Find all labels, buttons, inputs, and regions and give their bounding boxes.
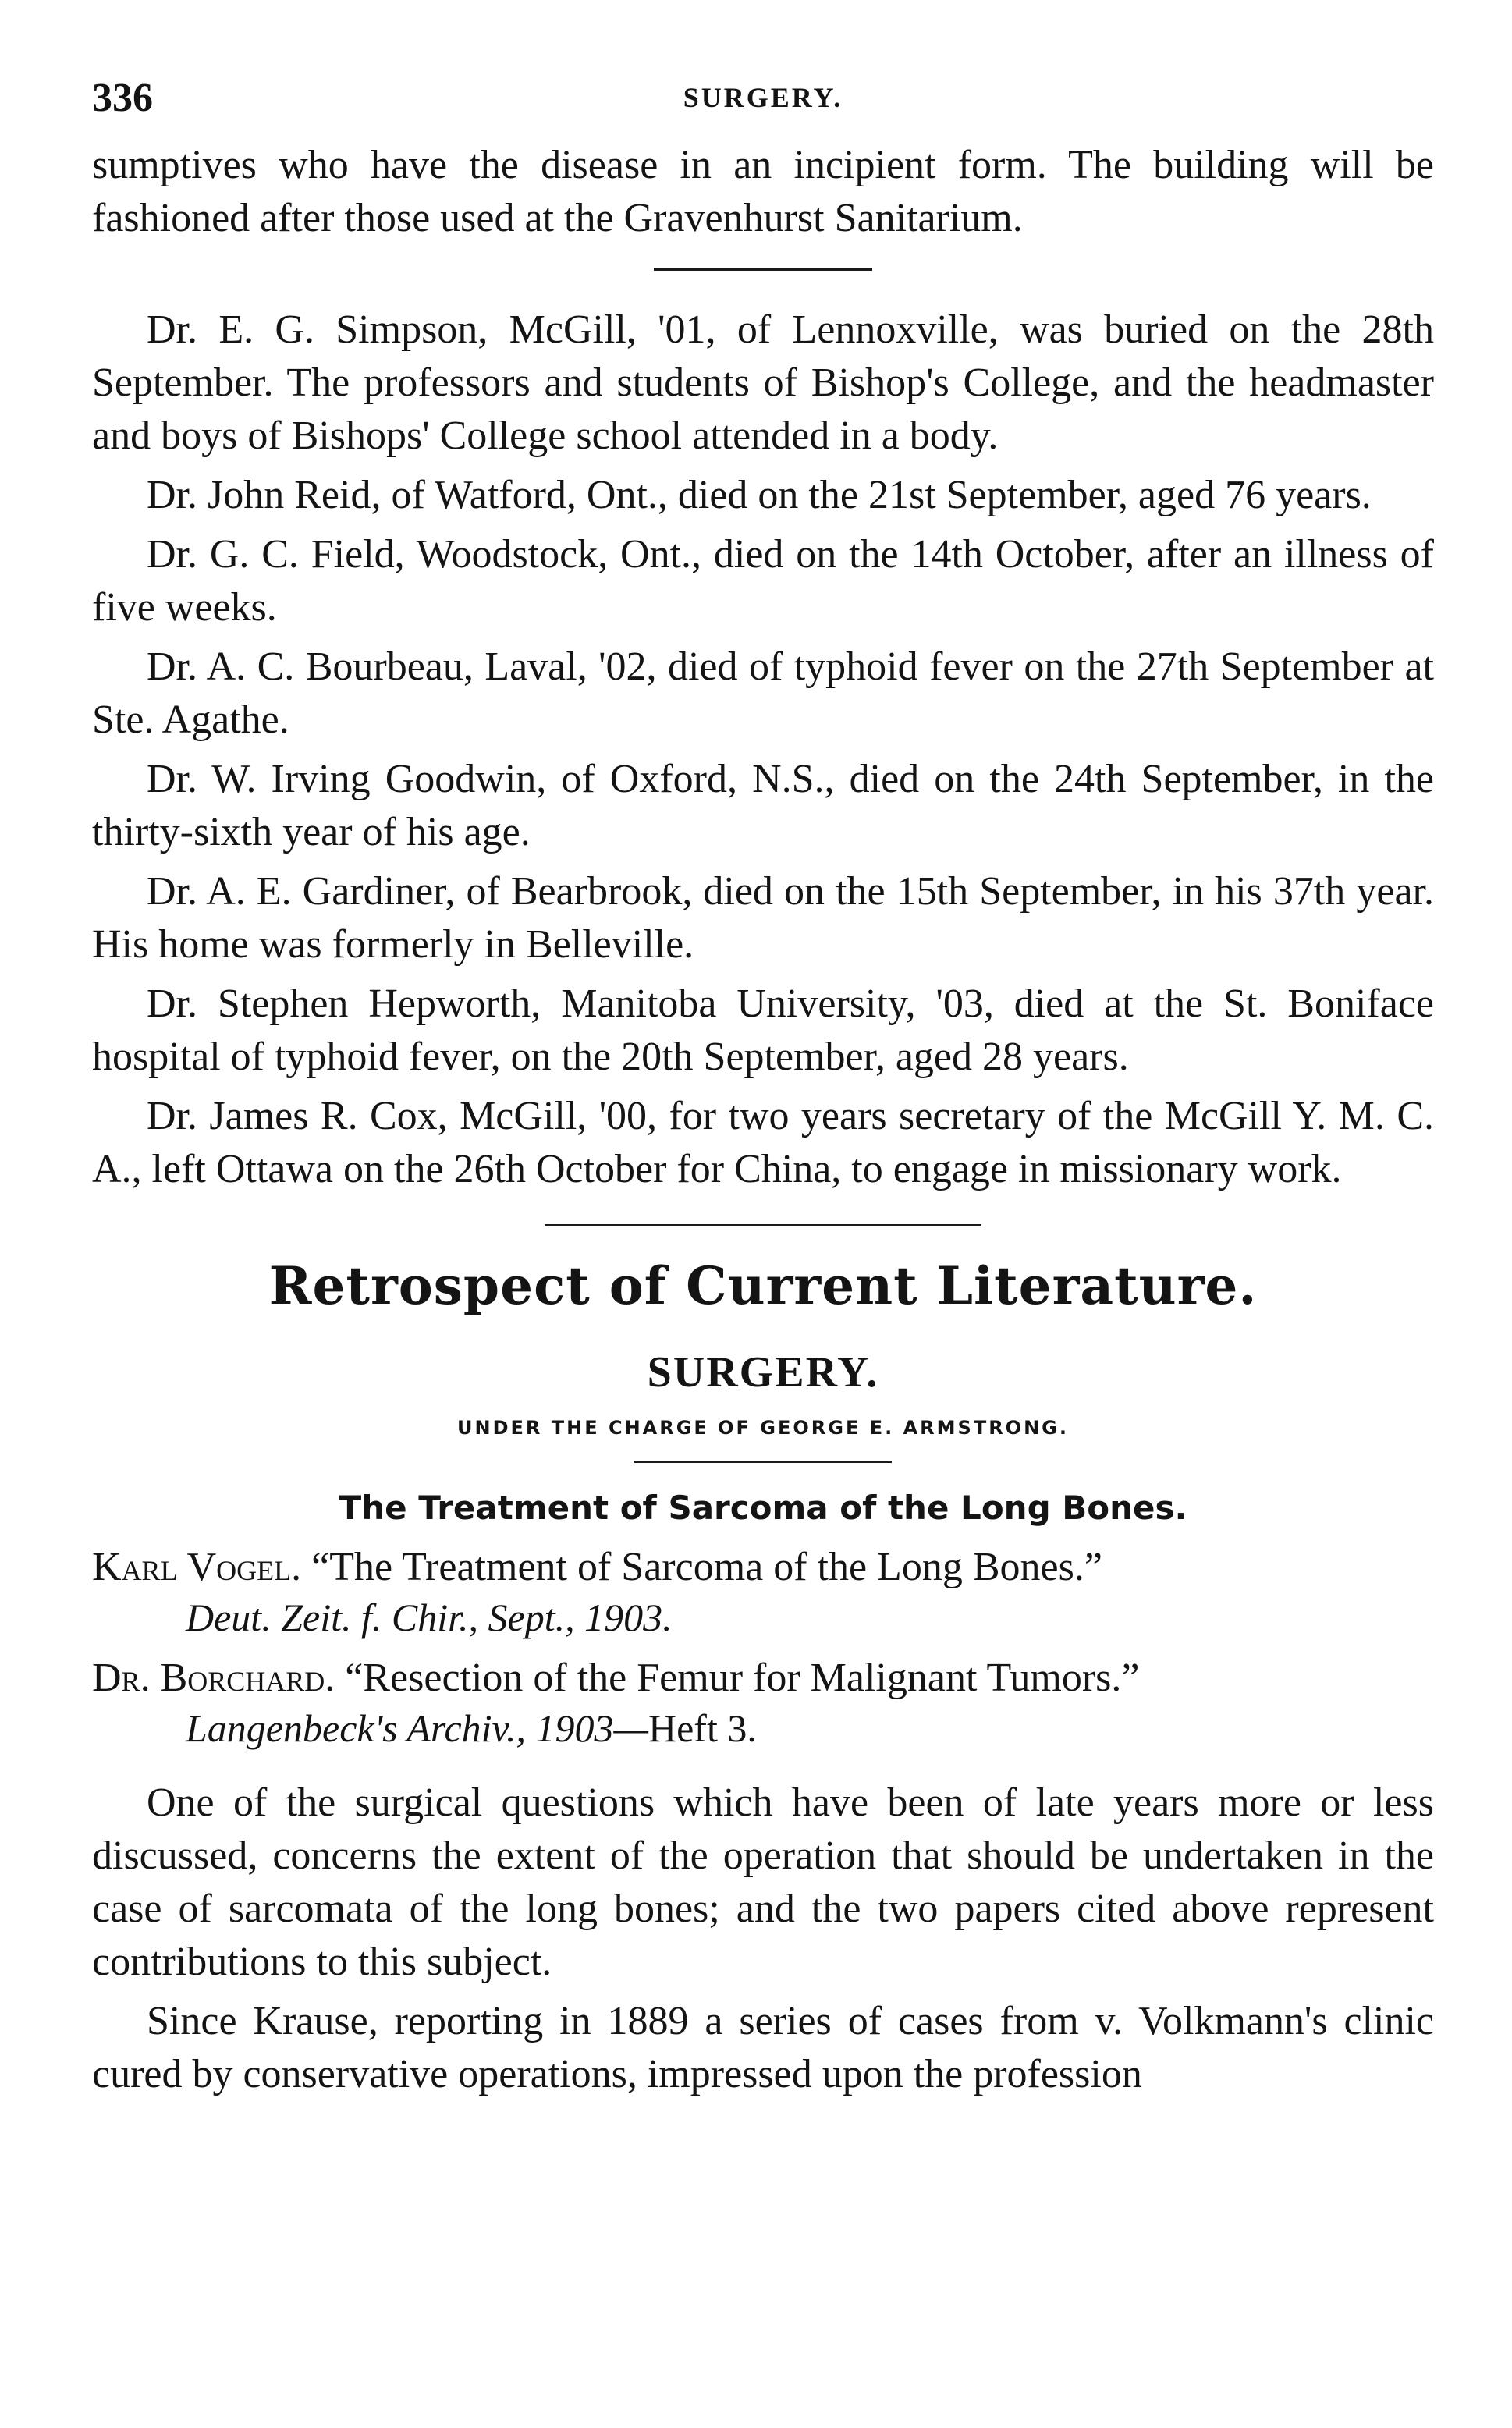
running-head: SURGERY.: [683, 82, 843, 113]
notice-goodwin: Dr. W. Irving Goodwin, of Oxford, N.S., died on the 24th September, in the thirty-sixth year of his age.: [92, 757, 1434, 854]
body-paragraph: Since Krause, reporting in 1889 a series of cases from v. Volkmann's clinic cured by conservative operations, impressed upon the profession: [92, 1999, 1434, 2096]
page-number: 336: [92, 76, 153, 120]
notice-field: Dr. G. C. Field, Woodstock, Ont., died on the 14th October, after an illness of five weeks.: [92, 532, 1434, 630]
notice-reid: Dr. John Reid, of Watford, Ont., died on the 21st September, aged 76 years.: [147, 473, 1372, 517]
subject-title: SURGERY.: [647, 1348, 879, 1397]
references: [92, 1542, 1434, 1753]
divider: [654, 268, 872, 271]
notice-bourbeau: Dr. A. C. Bourbeau, Laval, '02, died of typhoid fever on the 27th September at Ste. Agathe.: [92, 644, 1434, 742]
reference-journal: Langenbeck's Archiv., 1903—: [186, 1706, 648, 1750]
notice-gardiner: Dr. A. E. Gardiner, of Bearbrook, died on the 15th September, in his 37th year. His home was formerly in Belleville.: [92, 869, 1434, 967]
reference-source: [92, 1703, 1434, 1753]
notices: [92, 304, 1434, 1196]
editor-credit: UNDER THE CHARGE OF GEORGE E. ARMSTRONG.: [457, 1417, 1069, 1439]
reference-author: Karl Vogel.: [92, 1545, 302, 1589]
page: [92, 75, 1434, 2101]
continued-paragraph: sumptives who have the disease in an incipient form. The building will be fashioned after those used at the Gravenhurst Sanitarium.: [92, 143, 1434, 240]
notice-hepworth: Dr. Stephen Hepworth, Manitoba University, '03, died at the St. Boniface hospital of typhoid fever, on the 20th September, aged 28 years.: [92, 981, 1434, 1079]
divider: [545, 1224, 981, 1226]
reference-title: “The Treatment of Sarcoma of the Long Bones.”: [311, 1545, 1102, 1589]
divider: [634, 1461, 892, 1463]
body-paragraph: One of the surgical questions which have been of late years more or less discussed, concerns the extent of the operation that should be undertaken in the case of sarcomata of the long bones; and the two papers cited above represent contributions to this subject.: [92, 1780, 1434, 1984]
reference-part: Heft 3.: [648, 1706, 757, 1750]
reference-borchard: [92, 1653, 1434, 1753]
reference-title: “Resection of the Femur for Malignant Tumors.”: [345, 1656, 1140, 1700]
page-header: [92, 75, 1434, 130]
notice-simpson: Dr. E. G. Simpson, McGill, '01, of Lennoxville, was buried on the 28th September. The professors and students of Bishop's College, and the headmaster and boys of Bishops' College school attended in a body.: [92, 307, 1434, 458]
section-title: Retrospect of Current Literature.: [268, 1255, 1258, 1316]
reference-journal: Deut. Zeit. f. Chir., Sept., 1903.: [186, 1596, 673, 1639]
reference-vogel: [92, 1542, 1434, 1642]
article-title: The Treatment of Sarcoma of the Long Bones.: [339, 1489, 1187, 1527]
notice-cox: Dr. James R. Cox, McGill, '00, for two years secretary of the McGill Y. M. C. A., left Ottawa on the 26th October for China, to engage in missionary work.: [92, 1094, 1434, 1191]
reference-author: Dr. Borchard.: [92, 1656, 335, 1700]
reference-source: [92, 1592, 1434, 1642]
